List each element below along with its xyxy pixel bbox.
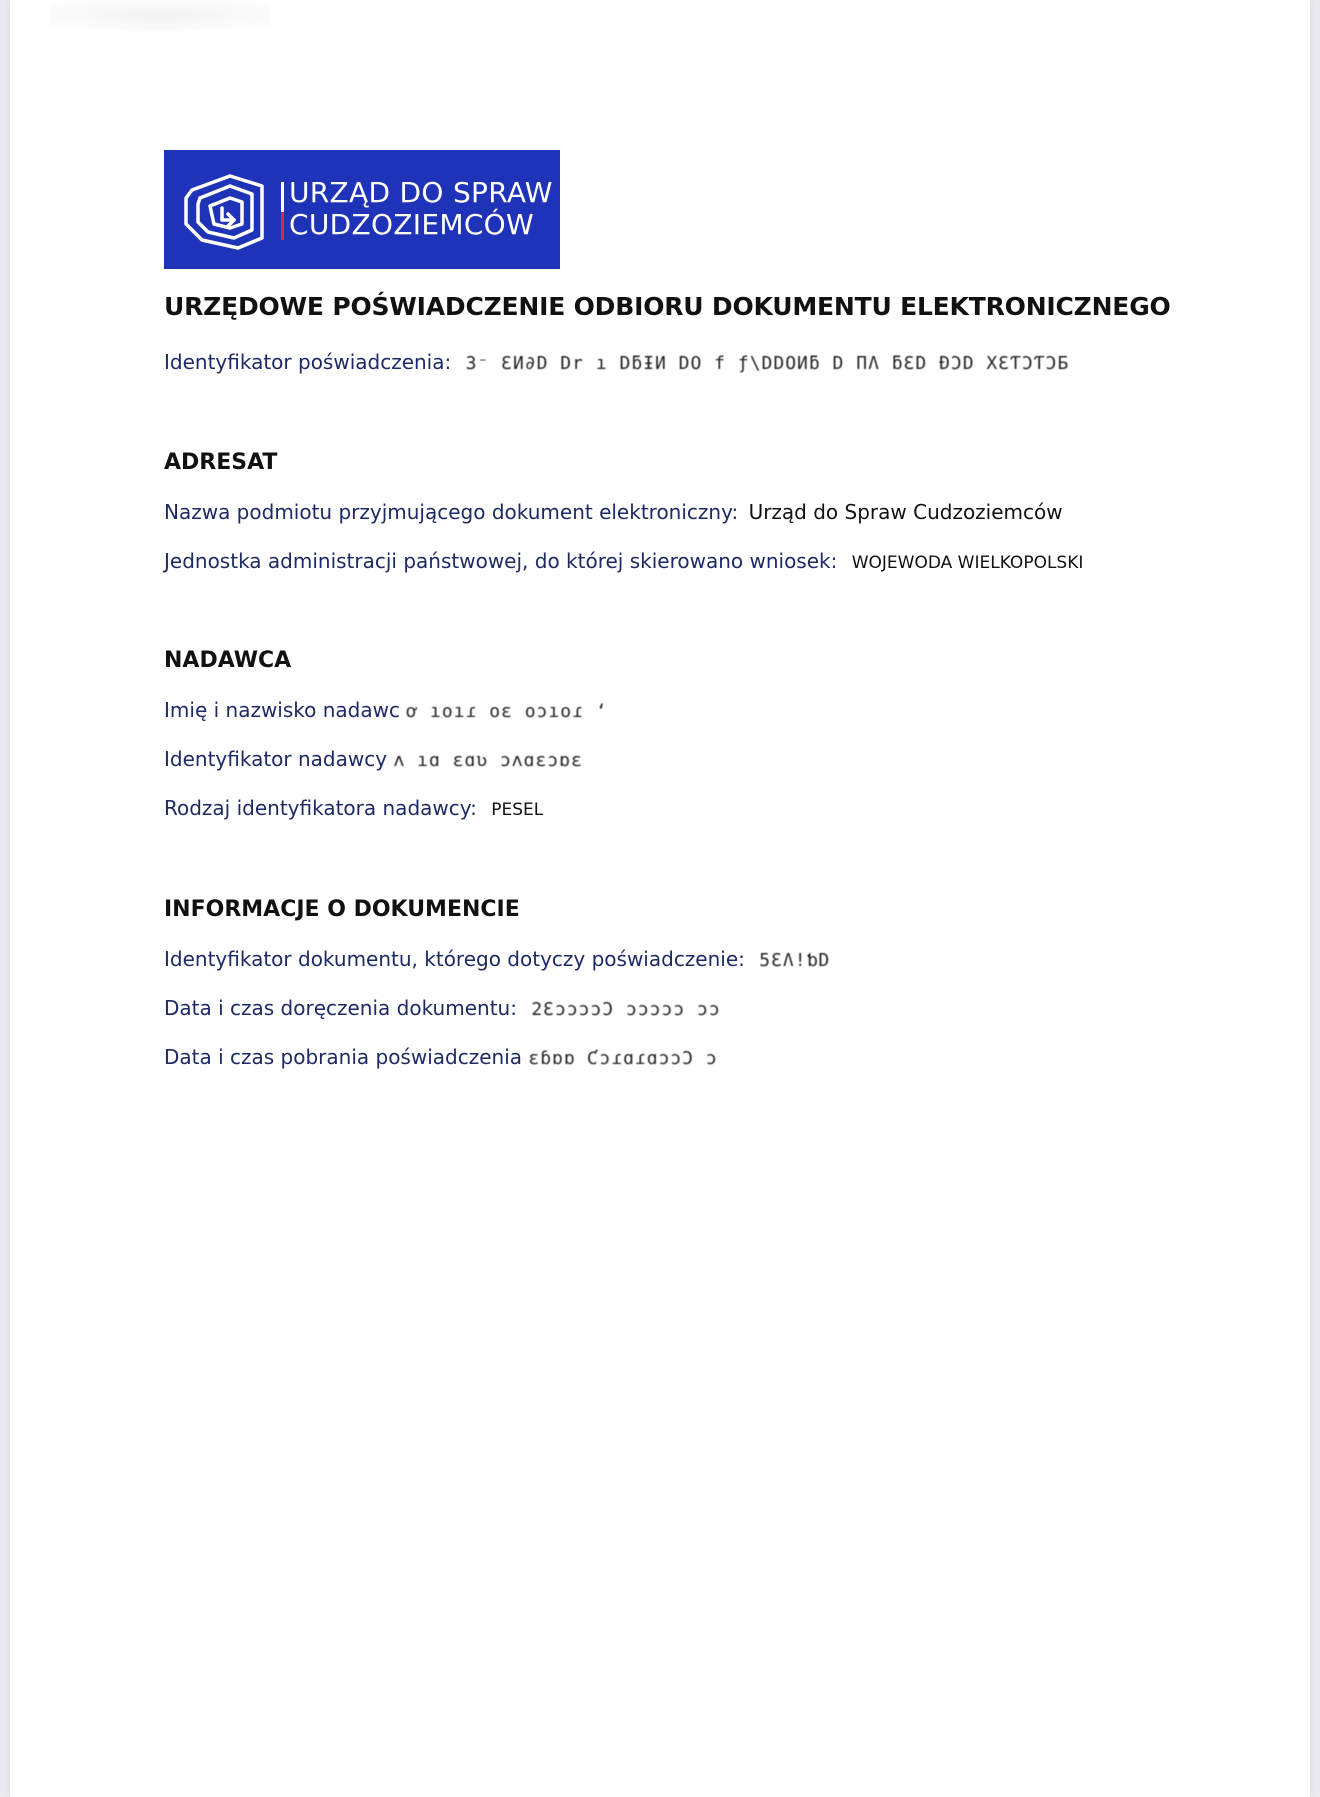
recipient-unit-label: Jednostka administracji państwowej, do której skierowano wniosek:	[164, 549, 838, 573]
document-id-label: Identyfikator dokumentu, którego dotyczy poświadczenie:	[164, 947, 745, 971]
delivery-date-row	[164, 996, 721, 1020]
download-date-value: ɛɓɒɒ ƇɔɾɑɾɑɔɔƆ ɔ	[528, 1048, 718, 1069]
sender-name-label: Imię i nazwisko nadawc	[164, 698, 400, 722]
nadawca-heading: NADAWCA	[164, 648, 292, 673]
dokument-heading: INFORMACJE O DOKUMENCIE	[164, 897, 520, 922]
certificate-id-row	[164, 350, 1069, 374]
document-page	[10, 0, 1310, 1797]
recipient-name-label: Nazwa podmiotu przyjmującego dokument elektroniczny:	[164, 500, 739, 524]
scan-shadow	[50, 0, 270, 30]
sender-name-value: ơ ıoıɾ oɛ oɔıoɾ ʻ	[406, 701, 608, 722]
download-date-label: Data i czas pobrania poświadczenia	[164, 1045, 523, 1069]
certificate-id-value: 3⁻ ƐИ∂D Dr ı DƃƗИ DO f ƒ\DDOИƃ D ΠɅ ƃƐD ÐƆD XƐƬƆƬƆƂ	[465, 353, 1070, 374]
udsc-emblem-icon	[178, 168, 274, 258]
download-date-row	[164, 1045, 718, 1069]
recipient-unit-row	[164, 549, 1083, 573]
document-id-value: 5ƐɅ!ƅD	[759, 950, 831, 971]
recipient-unit-value: WOJEWODA WIELKOPOLSKI	[851, 553, 1084, 573]
sender-id-type-value: PESEL	[491, 800, 544, 820]
logo-text-line1: URZĄD DO SPRAW	[289, 176, 553, 209]
sender-id-value: ʌ ıɑ ɛɑʋ ɔʌɑɛɔɒɛ	[393, 750, 583, 771]
delivery-date-label: Data i czas doręczenia dokumentu:	[164, 996, 517, 1020]
certificate-id-label: Identyfikator poświadczenia:	[164, 350, 452, 374]
document-id-row	[164, 947, 830, 971]
sender-name-row	[164, 698, 608, 722]
adresat-heading: ADRESAT	[164, 450, 278, 475]
logo-divider-accent	[281, 212, 284, 240]
document-title: URZĘDOWE POŚWIADCZENIE ODBIORU DOKUMENTU ELEKTRONICZNEGO	[164, 292, 1171, 321]
recipient-name-value: Urząd do Spraw Cudzoziemców	[748, 500, 1063, 524]
sender-id-row	[164, 747, 583, 771]
sender-id-type-row	[164, 796, 543, 820]
logo-text-line2: CUDZOZIEMCÓW	[289, 208, 534, 241]
sender-id-label: Identyfikator nadawcy	[164, 747, 388, 771]
udsc-logo	[164, 150, 560, 269]
delivery-date-value: 2ƐɔɔɔɔƆ ɔɔɔɔɔ ɔɔ	[531, 999, 721, 1020]
sender-id-type-label: Rodzaj identyfikatora nadawcy:	[164, 796, 477, 820]
recipient-name-row	[164, 500, 1063, 524]
